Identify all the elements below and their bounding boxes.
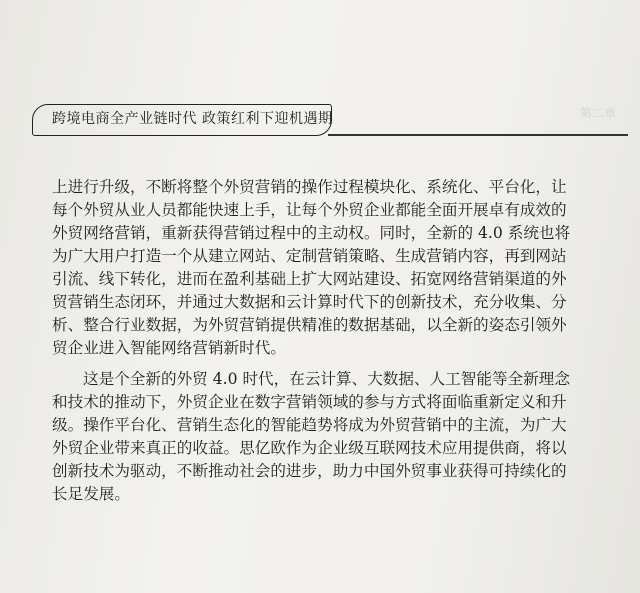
body-line: 为广大用户打造一个从建立网站、定制营销策略、生成营销内容，再到网站 [52, 247, 567, 265]
body-line: 级。操作平台化、营销生态化的智能趋势将成为外贸营销中的主流，为广大 [52, 416, 567, 434]
body-text [52, 176, 622, 506]
bleed-through-chapter: 第二章 [580, 106, 617, 120]
bleed-through-text [490, 60, 640, 120]
body-line: 贸企业进入智能网络营销新时代。 [52, 339, 286, 357]
body-line: 和技术的推动下，外贸企业在数字营销领域的参与方式将面临重新定义和升 [52, 393, 567, 411]
body-line: 外贸企业带来真正的收益。思亿欧作为企业级互联网技术应用提供商，将以 [52, 439, 567, 457]
body-line: 引流、线下转化，进而在盈利基础上扩大网站建设、拓宽网络营销渠道的外 [52, 270, 567, 288]
body-line: 长足发展。 [52, 485, 130, 503]
header-rule [328, 134, 628, 136]
body-line: 上进行升级，不断将整个外贸营销的操作过程模块化、系统化、平台化，让 [52, 178, 567, 196]
body-line: 每个外贸从业人员都能快速上手，让每个外贸企业都能全面开展卓有成效的 [52, 201, 567, 219]
body-line: 外贸网络营销，重新获得营销过程中的主动权。同时，全新的 4.0 系统也将 [52, 224, 571, 242]
header-title: 跨境电商全产业链时代 政策红利下迎机遇期 [52, 111, 333, 127]
body-line: 创新技术为驱动，不断推动社会的进步，助力中国外贸事业获得可持续化的 [52, 462, 567, 480]
body-line: 析、整合行业数据，为外贸营销提供精准的数据基础，以全新的姿态引领外 [52, 316, 567, 334]
body-line: 贸营销生态闭环，并通过大数据和云计算时代下的创新技术，充分收集、分 [52, 293, 567, 311]
running-header [32, 100, 628, 140]
body-line: 这是个全新的外贸 4.0 时代，在云计算、大数据、人工智能等全新理念 [83, 370, 570, 388]
